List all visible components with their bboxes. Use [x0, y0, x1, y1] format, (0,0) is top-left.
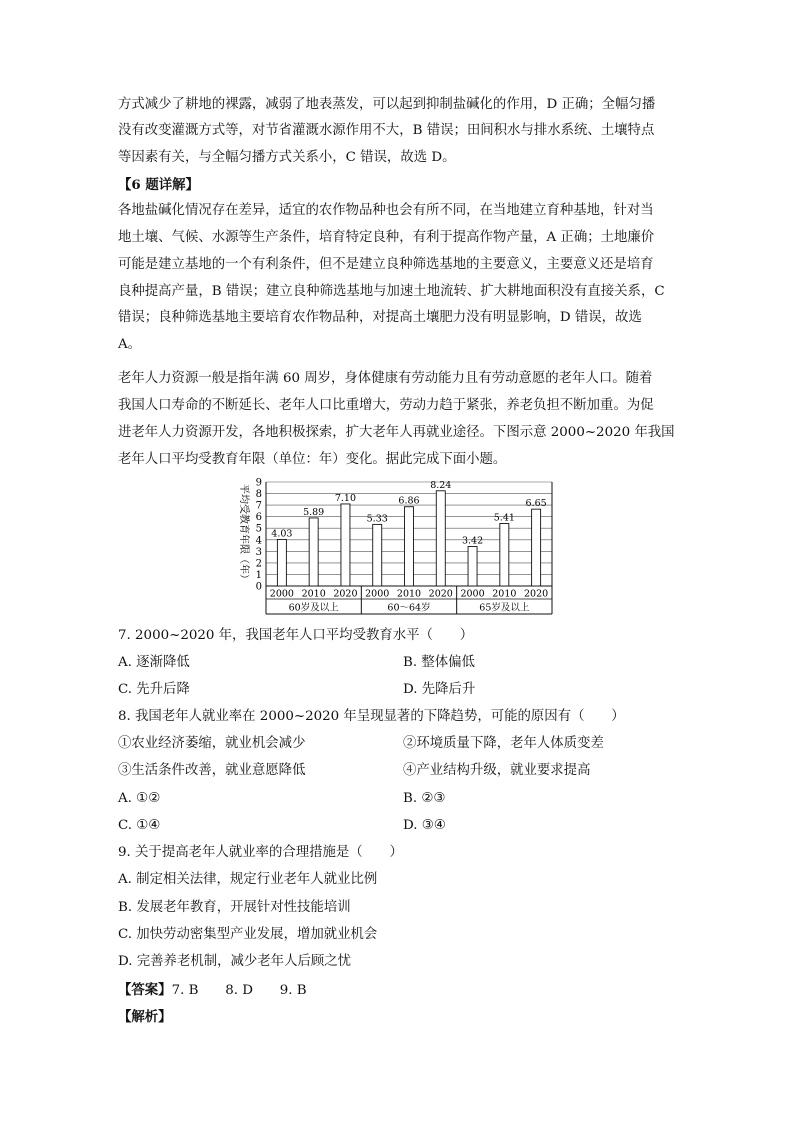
answer-line [118, 977, 703, 1005]
question-7-stem: 7. 2000~2020 年，我国老年人口平均受教育水平（ ） [118, 628, 474, 643]
text-line: 等因素有关，与全幅匀播方式关系小，C 错误，故选 D。 [118, 150, 456, 165]
x-tick-label: 2000 [460, 588, 485, 600]
q8-option-b: B. ②③ [403, 791, 446, 806]
q7-option-b: B. 整体偏低 [403, 655, 475, 670]
q9-option-a: A. 制定相关法律，规定行业老年人就业比例 [118, 872, 378, 887]
bar-chart-svg [232, 476, 554, 618]
question-8-stem: 8. 我国老年人就业率在 2000~2020 年呈现显著的下降趋势，可能的原因有（ ） [118, 709, 625, 724]
x-tick-label: 2020 [428, 588, 453, 600]
x-tick-label: 2010 [492, 588, 517, 600]
text-line: 老年人口平均受教育年限（单位：年）变化。据此完成下面小题。 [118, 452, 507, 467]
q9-option-d: D. 完善养老机制，减少老年人后顾之忧 [118, 954, 352, 969]
q7-option-a: A. 逐渐降低 [118, 655, 190, 670]
group-label: 60岁及以上 [288, 602, 339, 614]
text-line: 可能是建立基地的一个有利条件，但不是建立良种筛选基地的主要意义，主要意义还是培育 [118, 257, 654, 272]
q9-option-b: B. 发展老年教育，开展针对性技能培训 [118, 900, 351, 915]
x-tick-label: 2010 [396, 588, 422, 600]
answer-text: 7. B 8. D 9. B [171, 983, 307, 998]
text-line: 没有改变灌溉方式等，对节省灌溉水源作用不大，B 错误；田间积水与排水系统、土壤特点 [118, 123, 655, 138]
bar-value-label: 6.65 [525, 498, 547, 510]
text-line: 各地盐碱化情况存在差异，适宜的农作物品种也会有所不同，在当地建立育种基地，针对当 [118, 203, 654, 218]
y-tick-label: 2 [255, 558, 262, 570]
x-tick-label: 2020 [524, 588, 549, 600]
question-9-stem: 9. 关于提高老年人就业率的合理措施是（ ） [118, 845, 403, 860]
y-tick-label: 8 [255, 489, 262, 501]
bar [500, 523, 509, 586]
analysis-heading: 【解析】 [118, 1009, 172, 1025]
bar [373, 524, 382, 586]
q9-option-c: C. 加快劳动密集型产业发展，增加就业机会 [118, 927, 378, 942]
text-line: 进老年人力资源开发，各地积极探索，扩大老年人再就业途径。下图示意 2000~2020 年我国 [118, 425, 675, 440]
bar-value-label: 7.10 [334, 492, 357, 504]
section-heading: 【6 题详解】 [118, 177, 199, 193]
bar-value-label: 5.89 [303, 506, 325, 518]
bar [532, 509, 541, 586]
bar [341, 504, 350, 586]
q7-option-c: C. 先升后降 [118, 682, 190, 697]
bar-value-label: 8.24 [430, 479, 452, 491]
y-tick-label: 6 [255, 512, 262, 524]
x-tick-label: 2000 [365, 588, 390, 600]
bar [277, 539, 286, 586]
y-tick-label: 1 [255, 569, 262, 581]
q8-statement-1: ①农业经济萎缩，就业机会减少 [118, 736, 306, 751]
q7-option-d: D. 先降后升 [403, 682, 476, 697]
text-line: 地土壤、气候、水源等生产条件，培育特定良种，有利于提高作物产量，A 正确；土地廉价 [118, 230, 655, 245]
q8-statement-2: ②环境质量下降，老年人体质变差 [403, 736, 604, 751]
q8-option-c: C. ①④ [118, 818, 161, 833]
answer-label: 【答案】 [118, 982, 172, 998]
q8-statement-3: ③生活条件改善，就业意愿降低 [118, 763, 306, 778]
text-line: 我国人口寿命的不断延长、老年人口比重增大，劳动力趋于紧张，养老负担不断加重。为促 [118, 398, 654, 413]
bar [405, 507, 414, 586]
bar-value-label: 6.86 [398, 495, 420, 507]
y-axis-label: 平均受教育年限（年） [238, 484, 249, 584]
group-label: 65岁及以上 [479, 602, 530, 614]
y-tick-label: 3 [255, 546, 262, 558]
q8-statement-4: ④产业结构升级，就业要求提高 [403, 763, 591, 778]
y-tick-label: 4 [255, 535, 262, 547]
bar [309, 518, 318, 586]
bar [468, 546, 477, 586]
text-line: 错误；良种筛选基地主要培育农作物品种，对提高土壤肥力没有明显影响，D 错误，故选 [118, 310, 642, 325]
text-line: 良种提高产量，B 错误；建立良种筛选基地与加速土地流转、扩大耕地面积没有直接关系，C [118, 284, 665, 299]
text-line: A。 [118, 337, 142, 352]
text-line: 老年人力资源一般是指年满 60 周岁，身体健康有劳动能力且有劳动意愿的老年人口。随着 [118, 371, 653, 386]
y-tick-label: 5 [255, 523, 262, 535]
q8-option-a: A. ①② [118, 791, 161, 806]
group-label: 60～64岁 [387, 602, 431, 614]
bar-value-label: 4.03 [271, 528, 293, 540]
y-tick-label: 0 [255, 581, 262, 593]
y-tick-label: 7 [255, 500, 262, 512]
text-line: 方式减少了耕地的裸露，减弱了地表蒸发，可以起到抑制盐碱化的作用，D 正确；全幅匀播 [118, 97, 656, 112]
bar-value-label: 3.42 [461, 535, 484, 547]
x-tick-label: 2010 [301, 588, 326, 600]
x-tick-label: 2020 [333, 588, 358, 600]
y-tick-label: 9 [255, 477, 262, 489]
x-tick-label: 2000 [269, 588, 294, 600]
q8-option-d: D. ③④ [403, 818, 446, 833]
education-years-chart [232, 476, 554, 618]
bar [436, 491, 445, 586]
bar-value-label: 5.41 [493, 512, 515, 524]
bar-value-label: 5.33 [366, 513, 388, 525]
